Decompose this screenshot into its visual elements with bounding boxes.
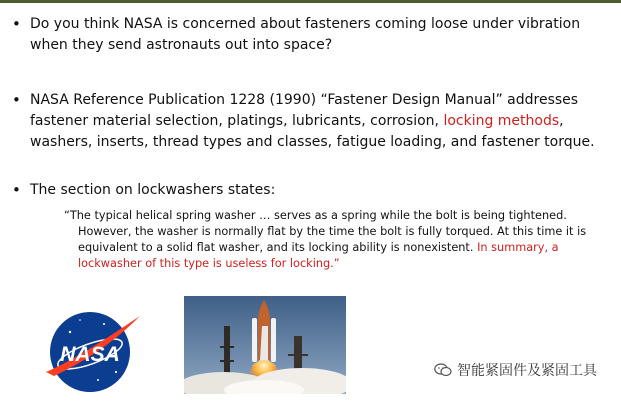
quote-line-3-text: equivalent to a solid flat washer, and its locking ability is nonexistent.	[78, 241, 478, 254]
wechat-watermark	[434, 360, 597, 380]
quote-summary-highlight: In summary, a	[477, 241, 559, 254]
bullet-dot: •	[12, 91, 21, 109]
top-rule	[0, 0, 621, 3]
bullet-2-line-2	[30, 111, 564, 132]
bullet-1-line-1: Do you think NASA is concerned about fasteners coming loose under vibration	[30, 16, 581, 32]
bullet-dot: •	[12, 15, 21, 33]
quote-line-2: However, the washer is normally flat by the time the bolt is fully torqued. At this time it is	[78, 225, 587, 238]
shuttle-launch-photo	[184, 296, 346, 394]
bullet-1-line-2: when they send astronauts out into space?	[30, 37, 333, 53]
quote-line-1: “The typical helical spring washer … serves as a spring while the bolt is being tightened.	[64, 209, 567, 222]
quote-line-3	[64, 240, 586, 256]
bullet-3-line-1: The section on lockwashers states:	[30, 182, 276, 198]
bullet-2-line-1: NASA Reference Publication 1228 (1990) “Fastener Design Manual” addresses	[30, 92, 579, 108]
quote-line-4: lockwasher of this type is useless for locking.”	[78, 257, 340, 270]
bullet-2-line-3: washers, inserts, thread types and classes, fatigue loading, and fastener torque.	[30, 134, 595, 150]
nasa-logo-text: NASA	[60, 343, 120, 366]
nasa-logo-icon	[40, 306, 144, 396]
bullet-2-line-2-text: fastener material selection, platings, lubricants, corrosion,	[30, 113, 444, 129]
bullet-2-line-2-tail: ,	[559, 113, 564, 129]
bullet-dot: •	[12, 181, 21, 199]
lockwasher-quote	[64, 208, 586, 272]
watermark-text: 智能紧固件及紧固工具	[457, 363, 597, 379]
locking-methods-highlight: locking methods	[443, 113, 560, 129]
wechat-icon	[434, 363, 452, 377]
